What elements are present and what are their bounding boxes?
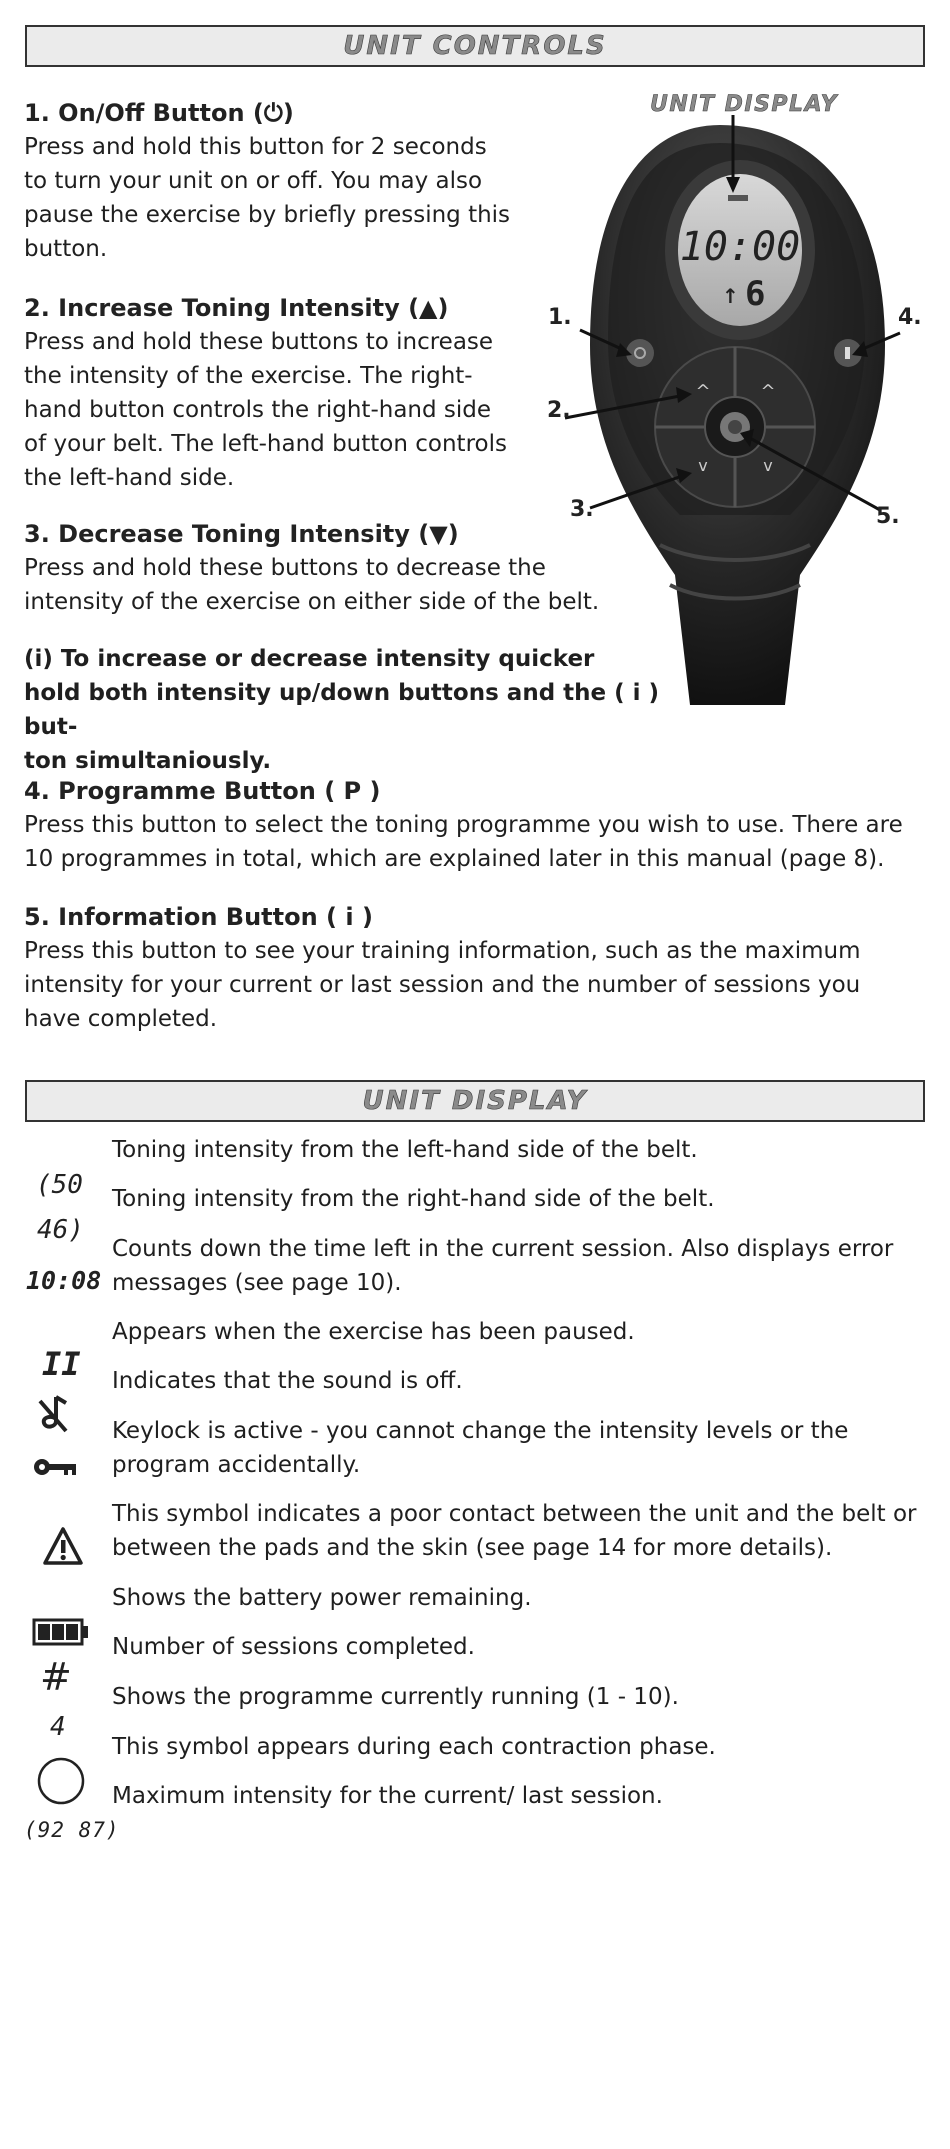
on-off-button[interactable] xyxy=(626,339,654,367)
body-line: button. xyxy=(24,236,108,262)
body-line: the left-hand side. xyxy=(24,465,235,491)
control-title: 5. Information Button ( i ) xyxy=(24,903,373,931)
left-intensity-symbol: (50 xyxy=(36,1170,83,1200)
body-line: Press and hold these buttons to increase xyxy=(24,329,494,355)
display-item-sessions: Number of sessions completed. xyxy=(112,1634,475,1660)
unit-display-label: UNIT DISPLAY xyxy=(650,92,838,117)
display-item-contraction: This symbol appears during each contraction phase. xyxy=(112,1734,716,1760)
control-title: 3. Decrease Toning Intensity (▼) xyxy=(24,520,459,548)
body-line: intensity for your current or last session and the number of sessions you xyxy=(24,972,861,998)
sessions-symbol: # xyxy=(40,1655,72,1699)
warning-icon xyxy=(42,1526,84,1568)
display-item-programme: Shows the programme currently running (1 - 10). xyxy=(112,1684,679,1710)
body-line: have completed. xyxy=(24,1006,218,1032)
callout-5: 5. xyxy=(876,504,900,529)
key-icon xyxy=(32,1455,80,1479)
callout-1: 1. xyxy=(548,305,572,330)
left-decrease-button[interactable]: v xyxy=(698,456,708,475)
screen-time: 10:00 xyxy=(679,224,801,270)
screen-program: 6 xyxy=(745,274,766,314)
pause-symbol: II xyxy=(42,1345,81,1383)
note-line: ton simultaniously. xyxy=(24,748,272,774)
display-item-max-intensity: Maximum intensity for the current/ last session. xyxy=(112,1783,663,1809)
unit-display-banner: UNIT DISPLAY xyxy=(25,1080,925,1122)
sound-off-icon xyxy=(36,1395,70,1433)
callout-2: 2. xyxy=(547,398,571,423)
body-line: intensity of the exercise on either side of the belt. xyxy=(24,589,600,615)
body-line: of your belt. The left-hand button controls xyxy=(24,431,507,457)
body-line: the intensity of the exercise. The right- xyxy=(24,363,473,389)
body-line: 10 programmes in total, which are explained later in this manual (page 8). xyxy=(24,846,885,872)
right-decrease-button[interactable]: v xyxy=(763,456,773,475)
note-line: hold both intensity up/down buttons and the ( i ) but- xyxy=(24,680,660,740)
callout-4: 4. xyxy=(898,305,922,330)
right-increase-button[interactable]: ^ xyxy=(760,381,776,402)
right-intensity-symbol: 46) xyxy=(37,1215,84,1245)
display-item-keylock: Keylock is active - you cannot change the intensity levels or the program accidentally. xyxy=(112,1418,849,1478)
display-item-battery: Shows the battery power remaining. xyxy=(112,1585,532,1611)
display-item-sound-off: Indicates that the sound is off. xyxy=(112,1368,463,1394)
control-title: 4. Programme Button ( P ) xyxy=(24,777,381,805)
body-line: Press and hold these buttons to decrease the xyxy=(24,555,546,581)
control-title: 2. Increase Toning Intensity (▲) xyxy=(24,294,449,322)
control-on-off xyxy=(24,96,624,266)
display-item-timer: Counts down the time left in the current session. Also displays error messages (see page 10). xyxy=(112,1236,894,1296)
screen-up-arrow-icon: ↑ xyxy=(722,284,739,308)
max-intensity-symbol: (92 87) xyxy=(24,1818,120,1842)
note-line: (i) To increase or decrease intensity quicker xyxy=(24,646,595,672)
control-title: 1. On/Off Button (⏻) xyxy=(24,99,294,127)
battery-icon xyxy=(32,1618,90,1646)
display-item-paused: Appears when the exercise has been paused. xyxy=(112,1319,635,1345)
callout-3: 3. xyxy=(570,497,594,522)
control-information xyxy=(24,900,934,1036)
display-item-left-intensity: Toning intensity from the left-hand side of the belt. xyxy=(112,1137,698,1163)
unit-controls-banner: UNIT CONTROLS xyxy=(25,25,925,67)
display-item-poor-contact: This symbol indicates a poor contact between the unit and the belt or between the pads and the skin (see page 14 for more details). xyxy=(112,1501,917,1561)
left-increase-button[interactable]: ^ xyxy=(695,381,711,402)
timer-symbol: 10:08 xyxy=(26,1266,102,1295)
control-increase xyxy=(24,291,624,495)
body-line: hand button controls the right-hand side xyxy=(24,397,492,423)
body-line: Press and hold this button for 2 seconds xyxy=(24,134,487,160)
programme-symbol: 4 xyxy=(50,1712,66,1742)
display-item-right-intensity: Toning intensity from the right-hand side of the belt. xyxy=(112,1186,715,1212)
body-line: Press this button to see your training information, such as the maximum xyxy=(24,938,861,964)
body-line: Press this button to select the toning programme you wish to use. There are xyxy=(24,812,903,838)
control-programme xyxy=(24,774,934,876)
circle-icon xyxy=(36,1756,86,1806)
body-line: pause the exercise by briefly pressing this xyxy=(24,202,511,228)
unit-device-illustration xyxy=(540,115,930,715)
body-line: to turn your unit on or off. You may also xyxy=(24,168,483,194)
